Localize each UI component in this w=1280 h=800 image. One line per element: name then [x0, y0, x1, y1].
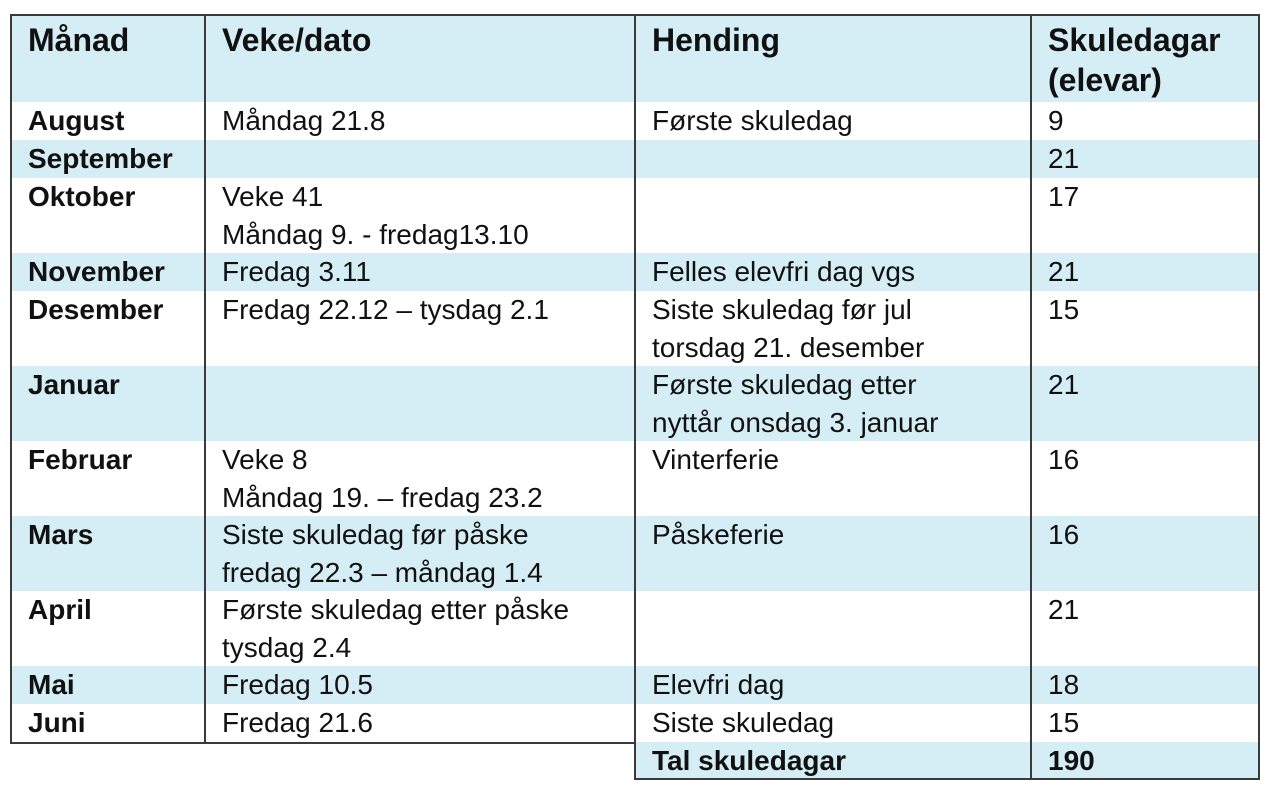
- date-cell: Fredag 21.6: [204, 704, 634, 742]
- date-cell: [204, 366, 634, 441]
- month-cell: September: [10, 140, 204, 178]
- days-cell: 21: [1030, 366, 1260, 441]
- days-cell: 16: [1030, 441, 1260, 516]
- date-cell: Veke 41 Måndag 9. - fredag13.10: [204, 178, 634, 253]
- event-cell: [634, 140, 1030, 178]
- days-cell: 21: [1030, 140, 1260, 178]
- table-row: [10, 441, 1260, 516]
- days-cell: 17: [1030, 178, 1260, 253]
- total-label: Tal skuledagar: [634, 742, 1030, 778]
- date-cell: [204, 140, 634, 178]
- event-cell: [634, 591, 1030, 666]
- table-row: [10, 178, 1260, 253]
- days-cell: 15: [1030, 291, 1260, 366]
- school-calendar-table: [10, 14, 1260, 780]
- month-cell: Juni: [10, 704, 204, 742]
- total-row: [634, 742, 1260, 778]
- total-value: 190: [1030, 742, 1260, 778]
- table-row: [10, 140, 1260, 178]
- table-row: [10, 366, 1260, 441]
- event-cell: Påskeferie: [634, 516, 1030, 591]
- days-cell: 21: [1030, 591, 1260, 666]
- month-cell: Mai: [10, 666, 204, 704]
- event-cell: Vinterferie: [634, 441, 1030, 516]
- table-row: [10, 253, 1260, 291]
- header-event: Hending: [634, 16, 1030, 102]
- date-cell: Måndag 21.8: [204, 102, 634, 140]
- table-row: [10, 704, 1260, 742]
- event-cell: [634, 178, 1030, 253]
- table-row: [10, 291, 1260, 366]
- days-cell: 21: [1030, 253, 1260, 291]
- table-row: [10, 591, 1260, 666]
- header-month: Månad: [10, 16, 204, 102]
- month-cell: November: [10, 253, 204, 291]
- header-school-days: Skuledagar (elevar): [1030, 16, 1260, 102]
- event-cell: Siste skuledag før jul torsdag 21. desember: [634, 291, 1030, 366]
- date-cell: Fredag 10.5: [204, 666, 634, 704]
- date-cell: Veke 8 Måndag 19. – fredag 23.2: [204, 441, 634, 516]
- table-total-bottom-border: [634, 778, 1260, 780]
- month-cell: April: [10, 591, 204, 666]
- date-cell: Fredag 22.12 – tysdag 2.1: [204, 291, 634, 366]
- days-cell: 15: [1030, 704, 1260, 742]
- month-cell: Januar: [10, 366, 204, 441]
- header-week-date: Veke/dato: [204, 16, 634, 102]
- event-cell: Elevfri dag: [634, 666, 1030, 704]
- event-cell: Felles elevfri dag vgs: [634, 253, 1030, 291]
- month-cell: Desember: [10, 291, 204, 366]
- date-cell: Siste skuledag før påske fredag 22.3 – måndag 1.4: [204, 516, 634, 591]
- table-left-bottom-border: [10, 742, 634, 744]
- month-cell: Februar: [10, 441, 204, 516]
- table-row: [10, 102, 1260, 140]
- table-row: [10, 666, 1260, 704]
- date-cell: Første skuledag etter påske tysdag 2.4: [204, 591, 634, 666]
- event-cell: Første skuledag: [634, 102, 1030, 140]
- header-row: [10, 16, 1260, 102]
- month-cell: Oktober: [10, 178, 204, 253]
- days-cell: 16: [1030, 516, 1260, 591]
- date-cell: Fredag 3.11: [204, 253, 634, 291]
- table-row: [10, 516, 1260, 591]
- days-cell: 9: [1030, 102, 1260, 140]
- days-cell: 18: [1030, 666, 1260, 704]
- event-cell: Første skuledag etter nyttår onsdag 3. januar: [634, 366, 1030, 441]
- event-cell: Siste skuledag: [634, 704, 1030, 742]
- month-cell: Mars: [10, 516, 204, 591]
- month-cell: August: [10, 102, 204, 140]
